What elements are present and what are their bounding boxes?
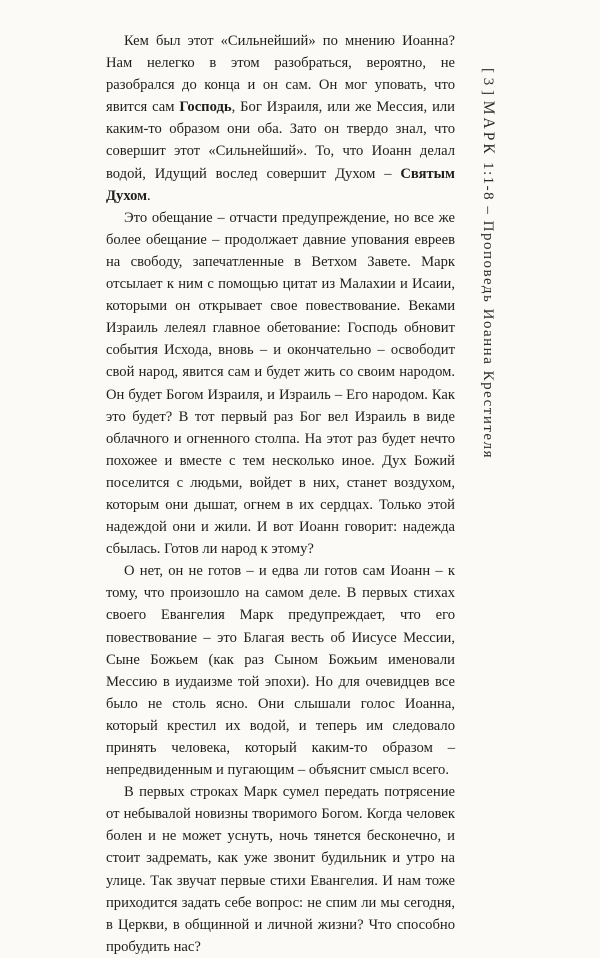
body-text (106, 30, 455, 958)
running-head (479, 68, 497, 459)
paragraph (106, 30, 455, 207)
bold-term-lord: Господь (179, 99, 232, 116)
page-number: [ 3 ] (480, 68, 496, 96)
book-name: МАРК (480, 100, 497, 157)
text-segment: , Бог Израиля, или же Мессия, или каким-то образом они оба. Зато он твердо знал, что совершит этот «Сильнейший». То, что Иоанн делал водой, Идущий вослед совершит Духом – (106, 99, 455, 182)
text-segment: . (147, 187, 151, 204)
text-segment: Это обещание – отчасти предупреждение, но все же более обещание – продолжает давние упования евреев на свободу, запечатленные в Ветхом Завете. Марк отсылает к ним с помощью цитат из Малахии и Исаии, которыми он открывает свое повествование. Веками Израиль лелеял главное обетование: Господь обновит события Исхода, вновь – и окончательно – освободит свой народ, явится сам и будет жить со своим народом. Он будет Богом Израиля, и Израиль – Его народом. Как это будет? В тот первый раз Бог вел Израиль в виде облачного и огненного столпа. На этот раз будет нечто похожее и вместе с тем несколько иное. Дух Божий поселится с людьми, войдет в них, станет воздухом, которым они дышат, огнем в их сердцах. Только этой надеждой они и жили. И вот Иоанн говорит: надежда сбылась. Готов ли народ к этому? (106, 209, 455, 558)
bold-term-holy-spirit: Святым Духом (106, 165, 455, 204)
text-segment: В первых строках Марк сумел передать потрясение от небывалой новизны творимого Богом. Когда человек болен и не может уснуть, ночь тянется бесконечно, и стоит задремать, как уже звонит будильник и утро на улице. Так звучат первые стихи Евангелия. И нам тоже приходится задать себе вопрос: не спим ли мы сегодня, в Церкви, в общинной и личной жизни? Что способно пробудить нас? (106, 784, 455, 955)
head-separator: – (480, 206, 496, 216)
section-title: Проповедь Иоанна Крестителя (480, 220, 496, 459)
paragraph (106, 560, 455, 781)
text-segment: О нет, он не готов – и едва ли готов сам Иоанн – к тому, что произошло на самом деле. В первых стихах своего Евангелия Марк предупреждает, что его повествование – это Благая весть об Иисусе Мессии, Сыне Божьем (как раз Сыном Божьим именовали Мессию в иудаизме той эпохи). Но для очевидцев все было не столь ясно. Они слышали голос Иоанна, который крестил их водой, и теперь им следовало принять человека, который каким-то образом – непредвиденным и пугающим – объяснит смысл всего. (106, 563, 455, 779)
text-segment: Кем был этот «Сильнейший» по мнению Иоанна? Нам нелегко в этом разобраться, вероятно, не разобрался до конца и он сам. Он мог уповать, что явится сам (106, 33, 455, 116)
chapter-reference: 1:1-8 (480, 161, 496, 202)
paragraph (106, 207, 455, 561)
paragraph (106, 781, 455, 958)
